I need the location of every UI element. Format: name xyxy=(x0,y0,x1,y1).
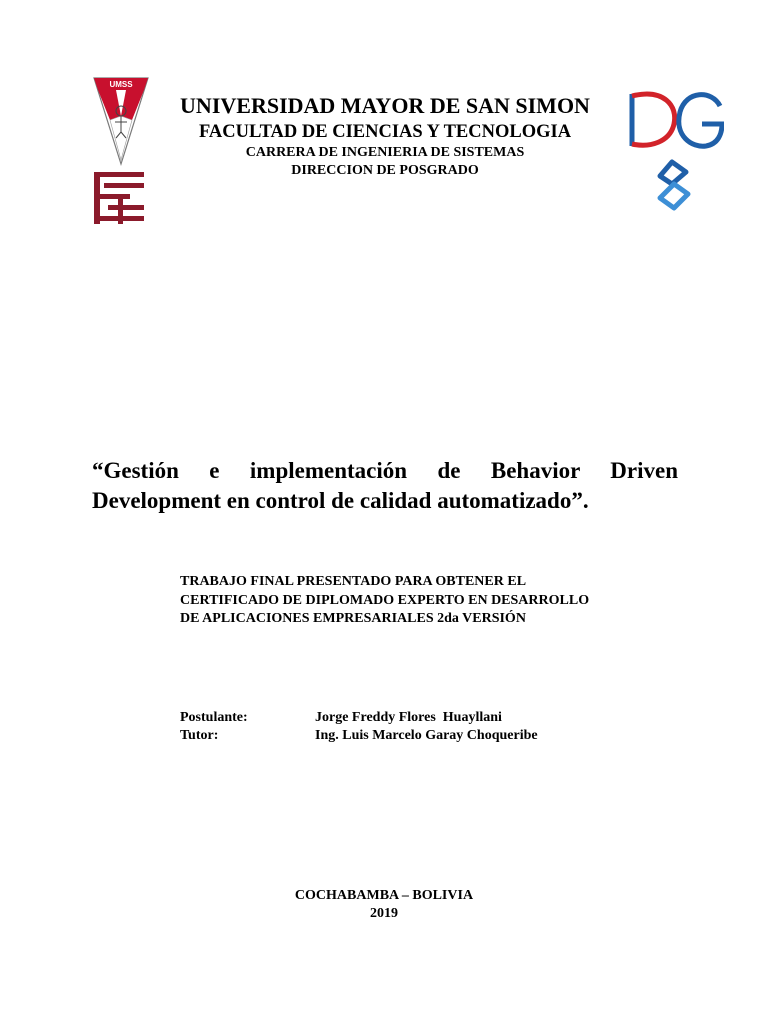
fcyt-logo-icon xyxy=(94,172,144,224)
presentation-line-3: DE APLICACIONES EMPRESARIALES 2da VERSIÓN xyxy=(180,611,526,626)
postulante-name: Jorge Freddy Flores Huayllani xyxy=(315,710,502,725)
faculty-name: FACULTAD DE CIENCIAS Y TECNOLOGIA xyxy=(198,122,572,142)
thesis-title-line-2: Development en control de calidad automatizado”. xyxy=(92,488,589,513)
posgrado-logo-icon xyxy=(626,86,724,152)
presentation-line-2: CERTIFICADO DE DIPLOMADO EXPERTO EN DESARROLLO xyxy=(180,592,590,608)
tutor-name: Ing. Luis Marcelo Garay Choqueribe xyxy=(315,728,538,743)
thesis-title xyxy=(92,456,678,516)
presentation-line-1: TRABAJO FINAL PRESENTADO PARA OBTENER EL xyxy=(180,574,527,589)
thesis-title-line-1: “Gestión e implementación de Behavior Driven xyxy=(92,458,678,483)
umss-logo-text: UMSS xyxy=(109,80,133,89)
posgrado-mark-icon xyxy=(652,158,694,214)
umss-shield-icon xyxy=(92,76,150,166)
career-name: CARRERA DE INGENIERIA DE SISTEMAS xyxy=(245,145,525,160)
presentation-statement xyxy=(180,573,650,629)
university-name: UNIVERSIDAD MAYOR DE SAN SIMON xyxy=(180,93,590,118)
direction-name: DIRECCION DE POSGRADO xyxy=(291,163,479,178)
footer-year: 2019 xyxy=(370,906,398,921)
tutor-label: Tutor: xyxy=(180,728,219,743)
postulante-label: Postulante: xyxy=(180,710,248,725)
footer-city: COCHABAMBA – BOLIVIA xyxy=(294,888,474,903)
